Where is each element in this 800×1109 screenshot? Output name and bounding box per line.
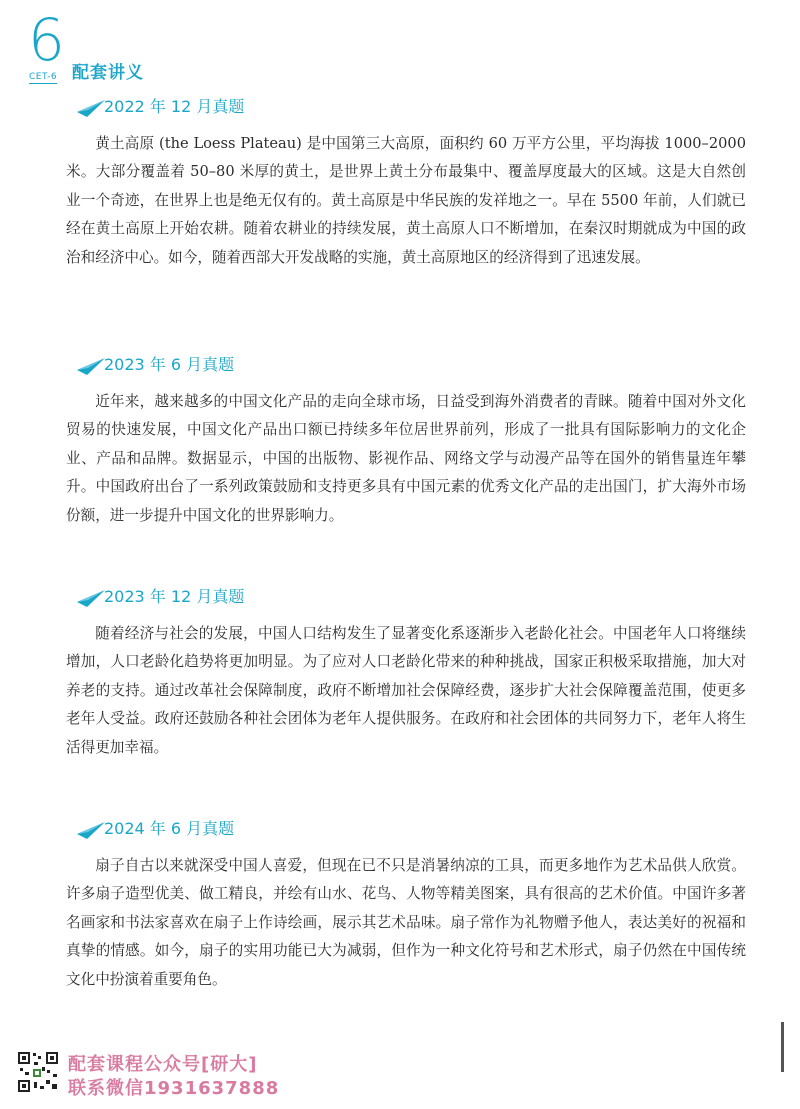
section-2024-06	[66, 816, 746, 994]
watermark-line-1: 配套课程公众号[研大]	[68, 1054, 258, 1075]
paper-plane-icon	[76, 98, 106, 118]
section-2023-12	[66, 584, 746, 762]
section-paragraph: 扇子自古以来就深受中国人喜爱，但现在已不只是消暑纳凉的工具，而更多地作为艺术品供人欣赏。许多扇子造型优美、做工精良，并绘有山水、花鸟、人物等精美图案，具有很高的艺术价值。中国许多著名画家和书法家喜欢在扇子上作诗绘画，展示其艺术品味。扇子常作为礼物赠予他人，表达美好的祝福和真挚的情感。如今，扇子的实用功能已大为减弱，但作为一种文化符号和艺术形式，扇子仍然在中国传统文化中扮演着重要角色。	[66, 857, 746, 988]
qr-code-icon	[16, 1050, 60, 1094]
paper-plane-icon	[76, 356, 106, 376]
section-title: 2023 年 12 月真题	[104, 587, 245, 606]
section-paragraph: 近年来，越来越多的中国文化产品的走向全球市场，日益受到海外消费者的青睐。随着中国对外文化贸易的快速发展，中国文化产品出口额已持续多年位居世界前列，形成了一批具有国际影响力的文化企业、产品和品牌。数据显示，中国的出版物、影视作品、网络文学与动漫产品等在国外的销售量连年攀升。中国政府出台了一系列政策鼓励和支持更多具有中国元素的优秀文化产品的走出国门，扩大海外市场份额，进一步提升中国文化的世界影响力。	[66, 393, 746, 524]
page-header	[28, 8, 348, 88]
paper-plane-icon	[76, 820, 106, 840]
paper-plane-icon	[76, 588, 106, 608]
section-paragraph: 随着经济与社会的发展，中国人口结构发生了显著变化系逐渐步入老龄化社会。中国老年人口将继续增加，人口老龄化趋势将更加明显。为了应对人口老龄化带来的种种挑战，国家正积极采取措施，加大对养老的支持。通过改革社会保障制度，政府不断增加社会保障经费，逐步扩大社会保障覆盖范围，使更多老年人受益。政府还鼓励各种社会团体为老年人提供服务。在政府和社会团体的共同努力下，老年人将生活得更加幸福。	[66, 625, 746, 756]
section-2022-12	[66, 94, 746, 272]
chapter-number: 6	[28, 6, 65, 74]
section-title: 2023 年 6 月真题	[104, 355, 235, 374]
section-title: 2024 年 6 月真题	[104, 819, 235, 838]
section-2023-06	[66, 352, 746, 530]
document-title: 配套讲义	[72, 63, 144, 83]
page-edge-mark	[781, 1022, 784, 1072]
watermark-footer	[16, 1046, 336, 1102]
section-header	[66, 352, 746, 380]
section-paragraph: 黄土高原 (the Loess Plateau) 是中国第三大高原，面积约 60 万平方公里，平均海拔 1000–2000 米。大部分覆盖着 50–80 米厚的黄土，是世界上黄土分布最集中、覆盖厚度最大的区域。这是大自然创业一个奇迹，在世界上也是绝无仅有的。黄土高原是中华民族的发祥地之一。早在 5500 年前，人们就已经在黄土高原上开始农耕。随着农耕业的持续发展，黄土高原人口不断增加，在秦汉时期就成为中国的政治和经济中心。如今，随着西部大开发战略的实施，黄土高原地区的经济得到了迅速发展。	[66, 135, 746, 266]
watermark-line-2: 联系微信1931637888	[68, 1078, 280, 1099]
section-title: 2022 年 12 月真题	[104, 97, 245, 116]
section-header	[66, 94, 746, 122]
section-header	[66, 584, 746, 612]
section-header	[66, 816, 746, 844]
exam-label: CET-6	[29, 72, 58, 82]
